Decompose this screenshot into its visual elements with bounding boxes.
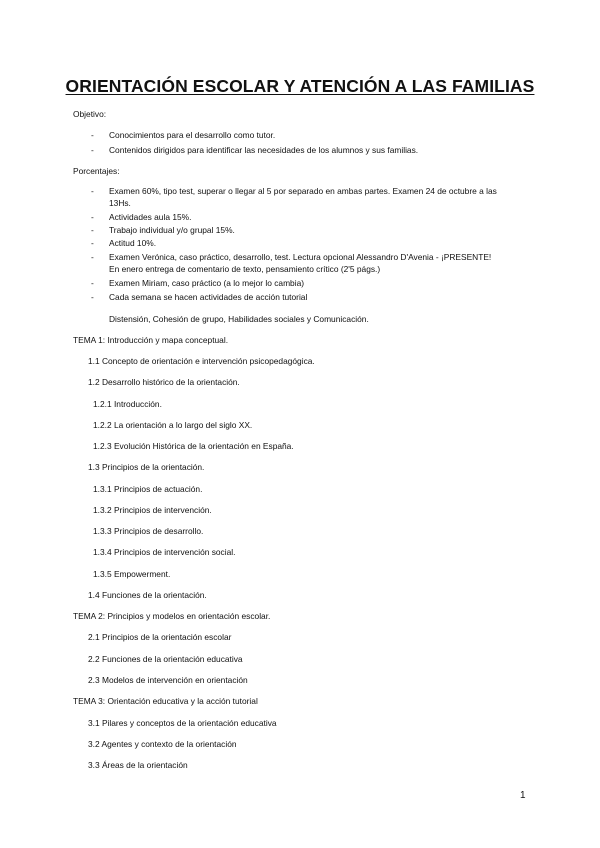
tema-1-1: 1.1 Concepto de orientación e intervención psicopedagógica. — [88, 356, 315, 366]
bullet-dash: - — [91, 278, 94, 288]
page-number: 1 — [520, 790, 526, 801]
tema-3-1: 3.1 Pilares y conceptos de la orientación educativa — [88, 718, 277, 728]
porcentajes-item-1: Examen 60%, tipo test, superar o llegar al 5 por separado en ambas partes. Examen 24 de octubre a las — [109, 186, 497, 196]
tema-1-heading: TEMA 1: Introducción y mapa conceptual. — [73, 335, 229, 345]
tema-1-3: 1.3 Principios de la orientación. — [88, 462, 205, 472]
tema-3-2: 3.2 Agentes y contexto de la orientación — [88, 739, 237, 749]
porcentajes-item-4: Actitud 10%. — [109, 238, 157, 248]
tema-1-3-5: 1.3.5 Empowerment. — [93, 569, 171, 579]
tema-2-1: 2.1 Principios de la orientación escolar — [88, 632, 232, 642]
porcentajes-item-1-cont: 13Hs. — [109, 198, 131, 208]
bullet-dash: - — [91, 212, 94, 222]
tema-1-2: 1.2 Desarrollo histórico de la orientación. — [88, 377, 240, 387]
porcentajes-item-6: Examen Miriam, caso práctico (a lo mejor lo cambia) — [109, 278, 305, 288]
bullet-dash: - — [91, 186, 94, 196]
porcentajes-item-3: Trabajo individual y/o grupal 15%. — [109, 225, 235, 235]
objetivo-item-1: Conocimientos para el desarrollo como tutor. — [109, 130, 276, 140]
tema-1-4: 1.4 Funciones de la orientación. — [88, 590, 207, 600]
tema-2-2: 2.2 Funciones de la orientación educativa — [88, 654, 243, 664]
tema-1-3-4: 1.3.4 Principios de intervención social. — [93, 547, 236, 557]
bullet-dash: - — [91, 252, 94, 262]
porcentajes-item-7: Cada semana se hacen actividades de acción tutorial — [109, 292, 308, 302]
tema-3-3: 3.3 Áreas de la orientación — [88, 760, 188, 770]
porcentajes-heading: Porcentajes: — [73, 166, 120, 176]
tema-1-3-1: 1.3.1 Principios de actuación. — [93, 484, 203, 494]
tema-3-heading: TEMA 3: Orientación educativa y la acción tutorial — [73, 696, 258, 706]
tema-2-3: 2.3 Modelos de intervención en orientación — [88, 675, 248, 685]
porcentajes-item-2: Actividades aula 15%. — [109, 212, 192, 222]
objetivo-heading: Objetivo: — [73, 109, 107, 119]
tema-1-2-1: 1.2.1 Introducción. — [93, 399, 162, 409]
porcentajes-subnote: Distensión, Cohesión de grupo, Habilidades sociales y Comunicación. — [109, 314, 369, 324]
bullet-dash: - — [91, 292, 94, 302]
porcentajes-item-5: Examen Verónica, caso práctico, desarrollo, test. Lectura opcional Alessandro D'Avenia - ¡PRESENTE! — [109, 252, 492, 262]
objetivo-item-2: Contenidos dirigidos para identificar las necesidades de los alumnos y sus familias. — [109, 145, 419, 155]
bullet-dash: - — [91, 225, 94, 235]
tema-2-heading: TEMA 2: Principios y modelos en orientación escolar. — [73, 611, 271, 621]
porcentajes-item-5-cont: En enero entrega de comentario de texto, pensamiento crítico (2'5 págs.) — [109, 264, 381, 274]
tema-1-3-3: 1.3.3 Principios de desarrollo. — [93, 526, 204, 536]
bullet-dash: - — [91, 130, 94, 140]
tema-1-2-3: 1.2.3 Evolución Histórica de la orientación en España. — [93, 441, 294, 451]
tema-1-3-2: 1.3.2 Principios de intervención. — [93, 505, 212, 515]
bullet-dash: - — [91, 238, 94, 248]
bullet-dash: - — [91, 145, 94, 155]
page-title: ORIENTACIÓN ESCOLAR Y ATENCIÓN A LAS FAMILIAS — [65, 76, 535, 96]
tema-1-2-2: 1.2.2 La orientación a lo largo del siglo XX. — [93, 420, 253, 430]
